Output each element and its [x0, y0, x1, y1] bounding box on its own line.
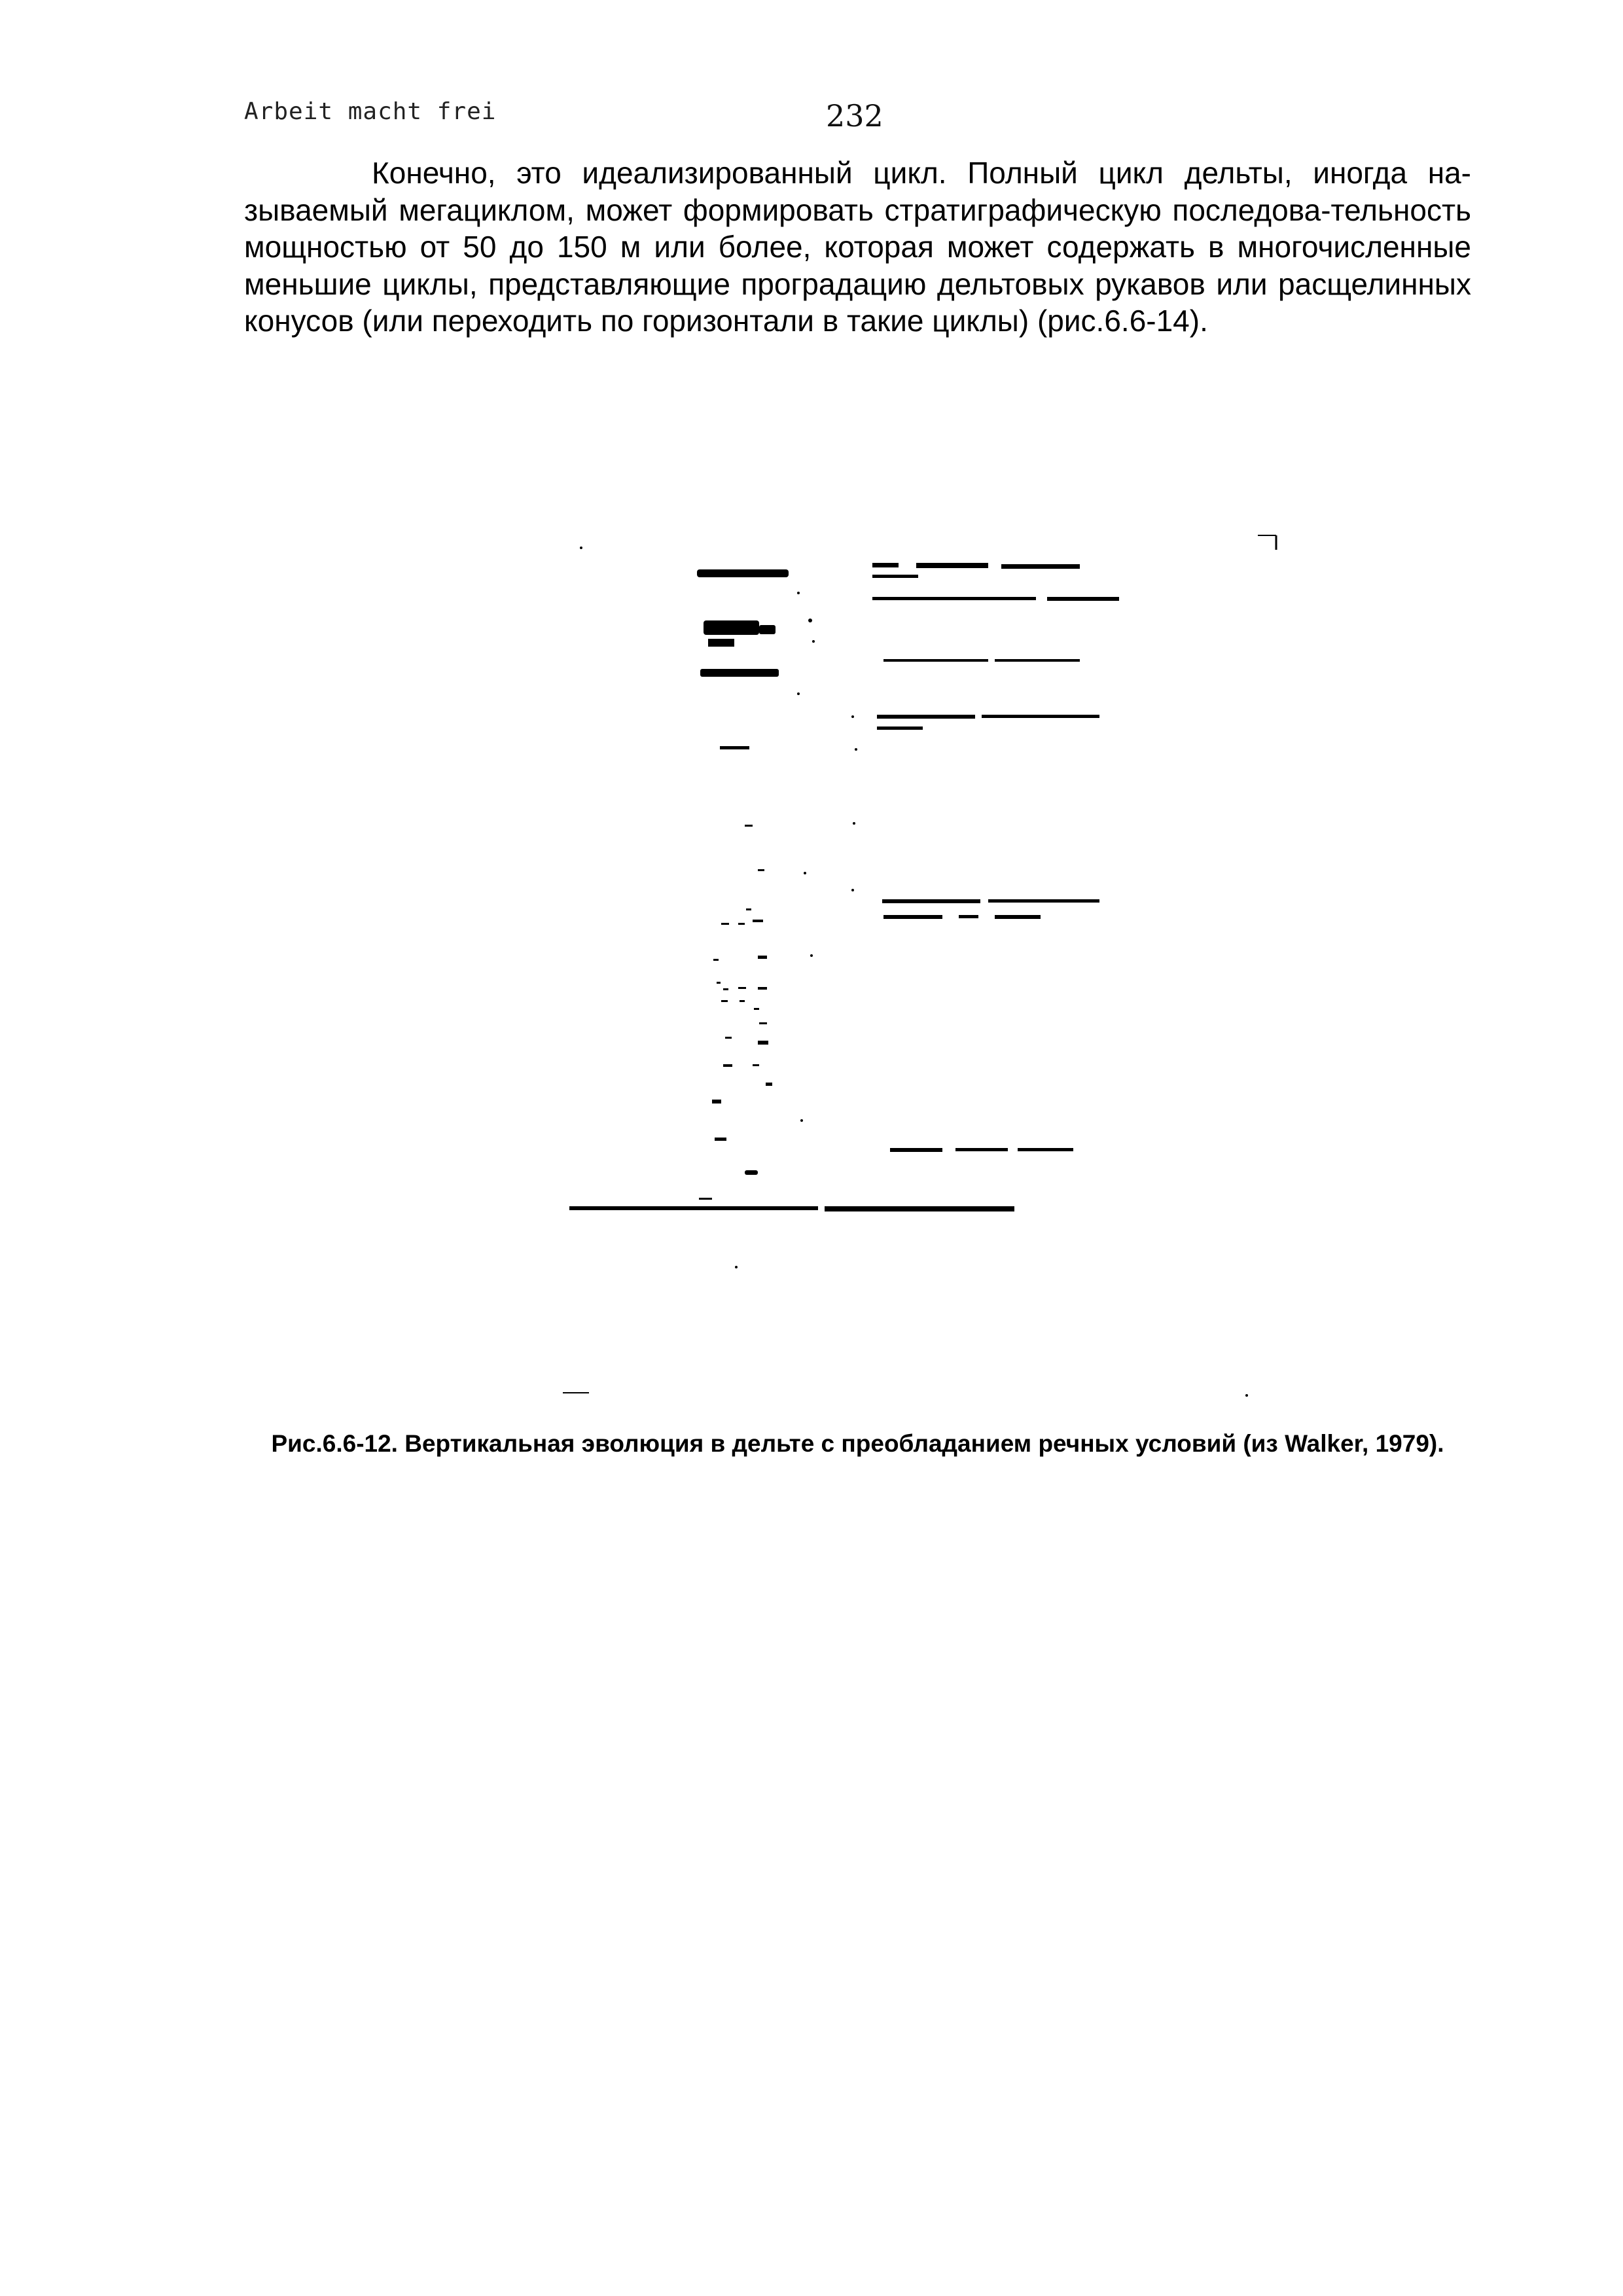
figure-image	[550, 524, 1289, 1407]
header-watermark: Arbeit macht frei	[244, 98, 497, 125]
annotation-text-marks	[569, 563, 1119, 1211]
figure-stratigraphic-column	[550, 524, 1289, 1407]
figure-caption: Рис.6.6-12. Вертикальная эволюция в дельте с преобладанием речных условий (из Walker, 1979).	[271, 1430, 1444, 1457]
column-lithology-marks	[697, 569, 789, 1200]
scan-specks	[580, 547, 1248, 1397]
page-number: 232	[826, 98, 883, 134]
body-paragraph: Конечно, это идеализированный цикл. Полный цикл дельты, иногда на-зываемый мегациклом, может формировать стратиграфическую последова-тельность мощностью от 50 до 150 м или более, которая может содержать в многочисленные меньшие циклы, представляющие проградацию дельтовых рукавов или расщелинных конусов (или переходить по горизонтали в такие циклы) (рис.6.6-14).	[244, 156, 1471, 338]
